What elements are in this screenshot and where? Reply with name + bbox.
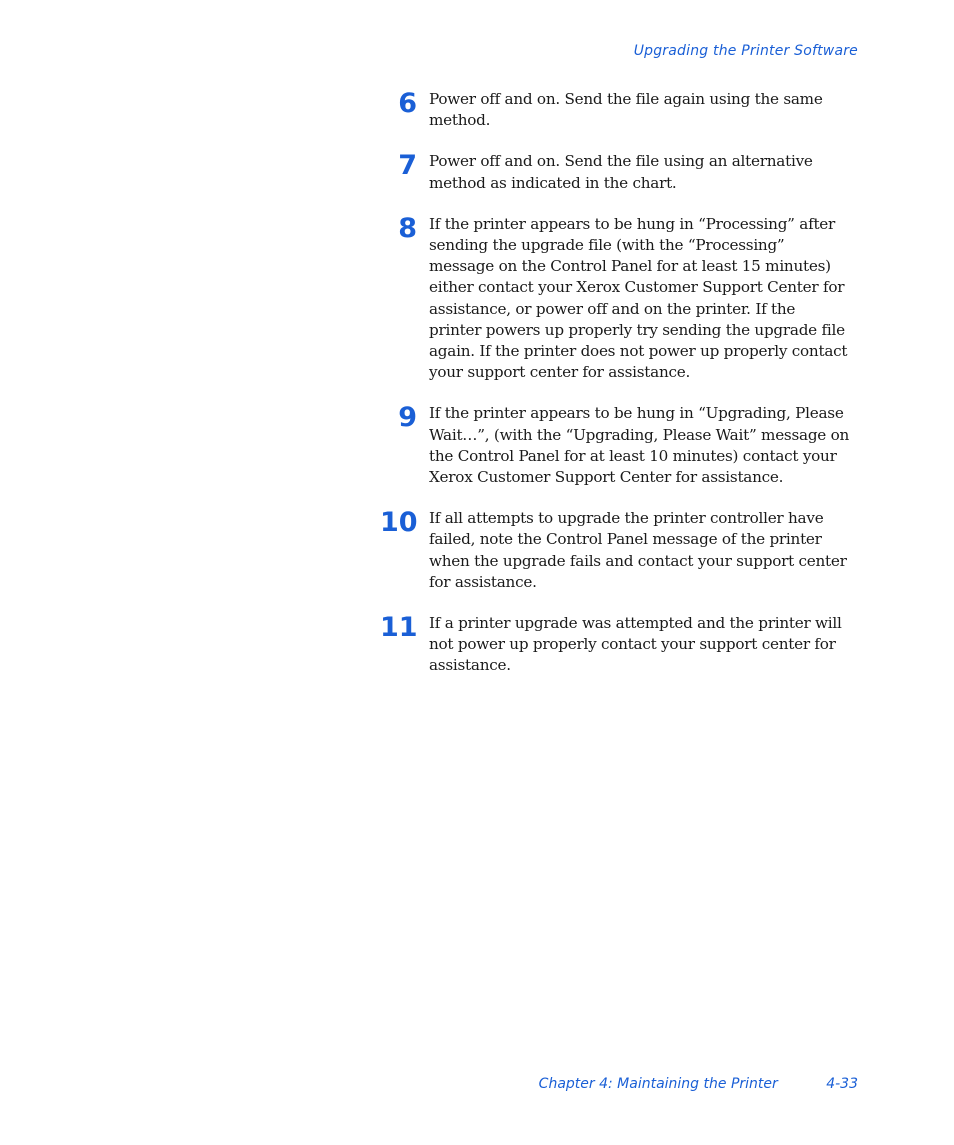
step-text: Power off and on. Send the file using an alternative method as indicated in the chart. <box>429 152 813 192</box>
step-7 <box>380 150 850 193</box>
step-11 <box>380 612 850 677</box>
step-text: If a printer upgrade was attempted and the printer will not power up properly contact your support center for assistance. <box>429 614 842 675</box>
step-number: 11 <box>380 612 418 644</box>
step-text: If all attempts to upgrade the printer controller have failed, note the Control Panel message of the printer when the upgrade fails and contact your support center for assistance. <box>429 509 847 591</box>
step-9 <box>380 402 850 488</box>
step-number: 7 <box>398 150 417 182</box>
footer-chapter-title: Chapter 4: Maintaining the Printer <box>538 1076 778 1092</box>
step-number: 8 <box>398 212 417 244</box>
step-10 <box>380 507 850 593</box>
running-header <box>634 43 858 59</box>
step-text: If the printer appears to be hung in “Upgrading, Please Wait…”, (with the “Upgrading, Please Wait” message on the Control Panel for at least 10 minutes) contact your Xerox Customer Support Center for assistance. <box>429 404 850 487</box>
section-title: Upgrading the Printer Software <box>633 43 858 59</box>
step-number: 10 <box>380 507 418 539</box>
running-footer <box>539 1076 858 1092</box>
step-number: 6 <box>398 88 417 119</box>
page-number: 4-33 <box>826 1076 858 1092</box>
step-text: Power off and on. Send the file again using the same method. <box>429 90 823 130</box>
step-8 <box>380 213 850 384</box>
step-list <box>380 88 850 696</box>
step-text: If the printer appears to be hung in “Processing” after sending the upgrade file (with the “Processing” message on the Control Panel for at least 15 minutes) either contact your Xerox Customer Support Center for assistance, or power off and on the printer. If the printer powers up properly try sending the upgrade file again. If the printer does not power up properly contact your support center for assistance. <box>429 214 848 382</box>
step-number: 9 <box>398 402 417 434</box>
step-6 <box>380 88 850 131</box>
